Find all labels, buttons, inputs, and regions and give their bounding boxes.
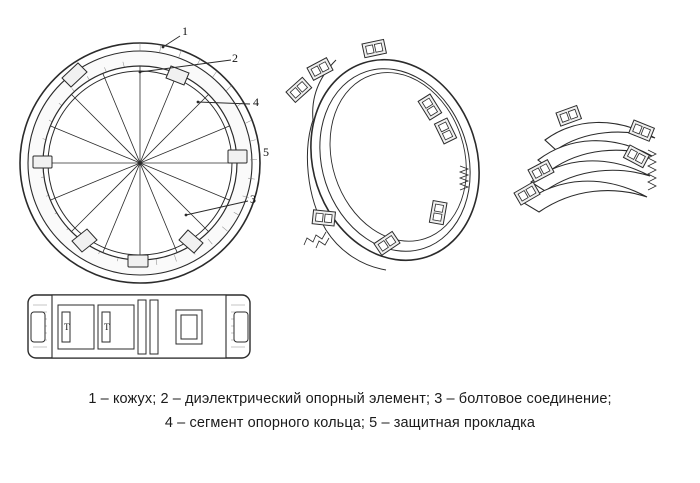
isometric-view-assembly: [285, 38, 504, 283]
callout-1: 1: [182, 24, 188, 38]
ring-segments-view: [514, 105, 656, 212]
caption-line-1: 1 – кожух; 2 – диэлектрический опорный элемент; 3 – болтовое соединение;: [88, 391, 612, 407]
callout-3: 3: [250, 192, 256, 206]
ring-center-point: [138, 161, 141, 164]
section-view: [28, 295, 250, 358]
callout-5: 5: [263, 145, 269, 159]
callout-4: 4: [253, 95, 259, 109]
figure-caption: [0, 388, 700, 436]
front-view-assembly: [20, 24, 269, 283]
callout-2: 2: [232, 51, 238, 65]
section-label-left: T: [64, 322, 70, 332]
caption-line-2: 4 – сегмент опорного кольца; 5 – защитная прокладка: [164, 414, 536, 431]
section-label-right: T: [104, 322, 110, 332]
